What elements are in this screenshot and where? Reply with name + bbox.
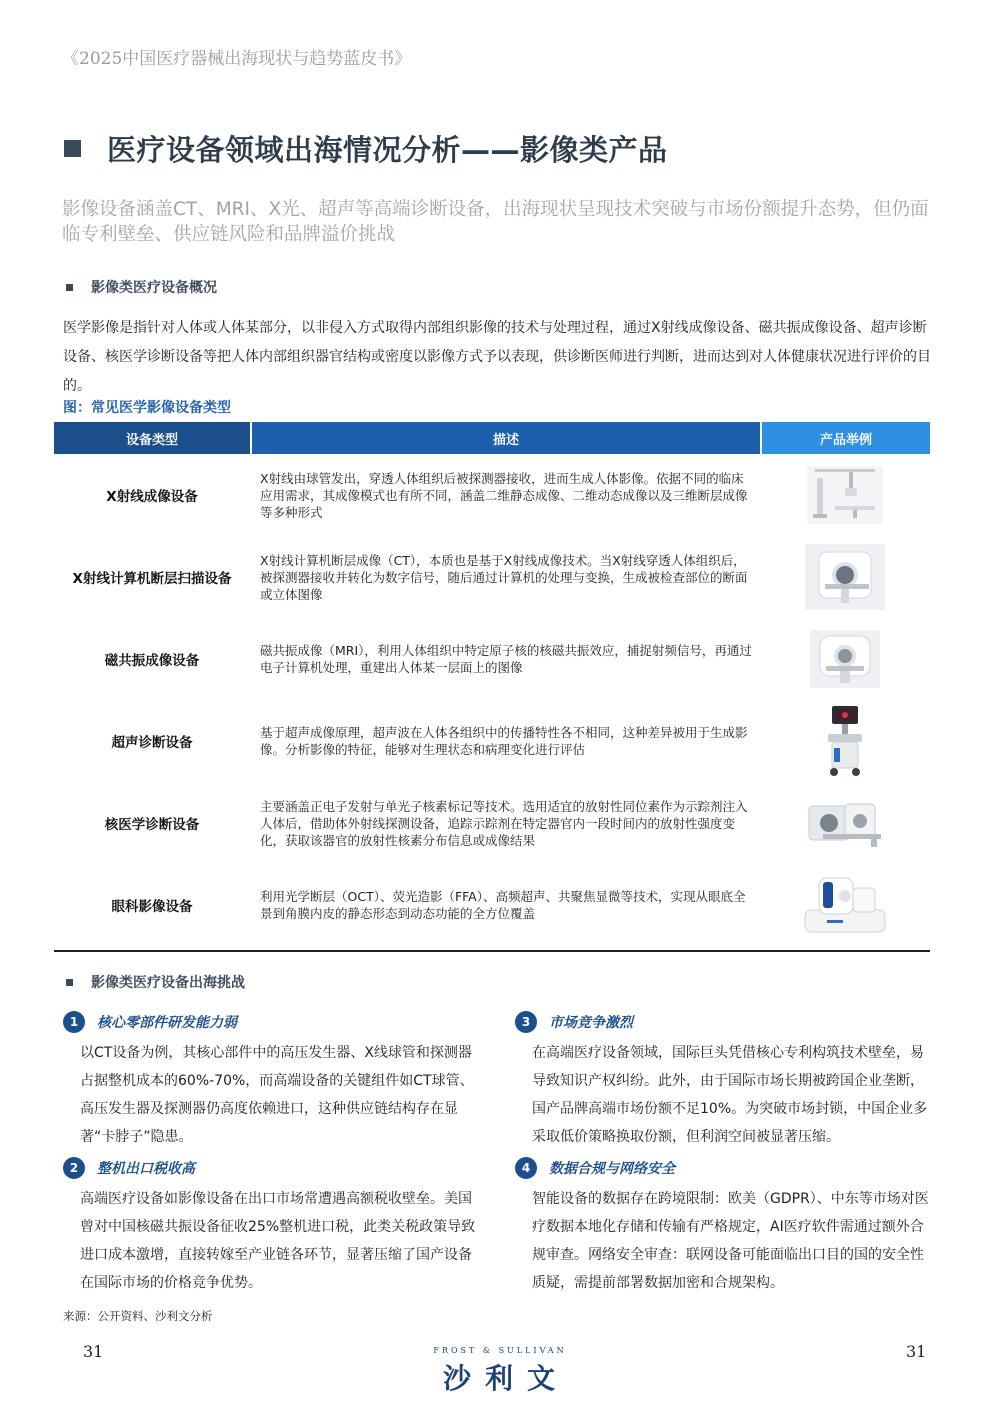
- table-header-cell: 产品举例: [762, 422, 930, 454]
- section-heading-overview: [66, 277, 217, 297]
- device-desc-cell: X射线计算机断层成像（CT），本质也是基于X射线成像技术。当X射线穿透人体组织后，被探测器接收并转化为数字信号，随后通过计算机的处理与变换，生成被检查部位的断面或立体图像: [260, 552, 748, 602]
- device-type-cell: X射线成像设备: [106, 489, 198, 505]
- page-subtitle: 影像设备涵盖CT、MRI、X光、超声等高端诊断设备，出海现状呈现技术突破与市场份额提升态势，但仍面临专利壁垒、供应链风险和品牌溢价挑战: [62, 199, 929, 245]
- table-row: [54, 618, 930, 700]
- device-type-cell: 眼科影像设备: [111, 899, 193, 915]
- number-badge: 1: [63, 1011, 85, 1033]
- table-row: [54, 700, 930, 782]
- challenge-body: 在高端医疗设备领域，国际巨头凭借核心专利构筑技术壁垒，易导致知识产权纠纷。此外，由于国际市场长期被跨国企业垄断，国产品牌高端市场份额不足10%。为突破市场封锁，中国企业多采取低价策略换取份额，但利润空间被显著压缩。: [532, 1045, 928, 1145]
- table-header-cell: 设备类型: [54, 422, 250, 454]
- intro-paragraph: 医学影像是指针对人体或人体某部分，以非侵入方式取得内部组织影像的技术与处理过程，通过X射线成像设备、磁共振成像设备、超声诊断设备、核医学诊断设备等把人体内部组织器官结构或密度以影像方式予以表现，供诊断医师进行判断，进而达到对人体健康状况进行评价的目的。: [63, 320, 931, 394]
- table-header-cell: 描述: [252, 422, 760, 454]
- square-bullet-icon: [66, 284, 73, 291]
- source-note: 来源：公开资料、沙利文分析: [63, 1309, 213, 1323]
- challenge-body: 高端医疗设备如影像设备在出口市场常遭遇高额税收壁垒。美国曾对中国核磁共振设备征收25%整机进口税，此类关税政策导致进口成本激增，直接转嫁至产业链各环节，显著压缩了国产设备在国际市场的价格竞争优势。: [80, 1191, 476, 1291]
- table-row: [54, 782, 930, 864]
- number-badge: 3: [515, 1011, 537, 1033]
- page-title-text: 医疗设备领域出海情况分析——影像类产品: [107, 133, 668, 167]
- table-bottom-rule: [54, 950, 930, 952]
- device-desc-cell: X射线由球管发出，穿透人体组织后被探测器接收，进而生成人体影像。依据不同的临床应用需求，其成像模式也有所不同，涵盖二维静态成像、二维动态成像以及三维断层成像等多种形式: [260, 470, 748, 520]
- challenge-title: 核心零部件研发能力弱: [97, 1015, 237, 1031]
- challenge-title: 整机出口税收高: [97, 1161, 195, 1177]
- ultrasound-machine-icon: [820, 704, 870, 778]
- device-desc-cell: 利用光学断层（OCT）、荧光造影（FFA）、高频超声、共聚焦显微等技术，实现从眼底全景到角膜内皮的静态形态到动态功能的全方位覆盖: [260, 889, 746, 921]
- device-type-cell: 超声诊断设备: [111, 735, 193, 751]
- section-heading-text: 影像类医疗设备出海挑战: [91, 975, 245, 991]
- challenge-body: 以CT设备为例，其核心部件中的高压发生器、X线球管和探测器占据整机成本的60%-70%，而高端设备的关键组件如CT球管、高压发生器及探测器仍高度依赖进口，这种供应链结构存在显著“卡脖子”隐患。: [80, 1045, 474, 1145]
- device-type-cell: X射线计算机断层扫描设备: [72, 571, 232, 587]
- page-number-left: 31: [83, 1342, 104, 1361]
- device-desc-cell: 基于超声成像原理，超声波在人体各组织中的传播特性各不相同，这种差异被用于生成影像。分析影像的特征，能够对生理状态和病理变化进行评估: [260, 725, 748, 757]
- ct-scanner-icon: [805, 544, 885, 610]
- device-desc-cell: 磁共振成像（MRI），利用人体组织中特定原子核的核磁共振效应，捕捉射频信号，再通过电子计算机处理，重建出人体某一层面上的图像: [260, 643, 752, 675]
- device-type-table: [54, 422, 930, 952]
- section-heading-text: 影像类医疗设备概况: [91, 280, 217, 296]
- challenge-block-3: [515, 1011, 932, 1151]
- pet-scanner-icon: [805, 796, 885, 850]
- brand-logo: [420, 1346, 580, 1397]
- page-number-right: 31: [906, 1342, 927, 1361]
- table-row: [54, 536, 930, 618]
- challenge-block-4: [515, 1157, 932, 1297]
- challenge-block-1: [63, 1011, 480, 1151]
- mri-scanner-icon: [810, 630, 880, 688]
- challenge-title: 市场竞争激烈: [549, 1015, 633, 1031]
- product-example-cell: [760, 544, 930, 610]
- device-desc-cell: 主要涵盖正电子发射与单光子核素标记等技术。选用适宜的放射性同位素作为示踪剂注入人体后，借助体外射线探测设备，追踪示踪剂在特定器官内一段时间内的放射性强度变化，获取该器官的放射性核素分布信息或成像结果: [260, 798, 748, 848]
- number-badge: 2: [63, 1157, 85, 1179]
- page-title: [64, 128, 668, 169]
- challenge-title: 数据合规与网络安全: [549, 1161, 675, 1177]
- number-badge: 4: [515, 1157, 537, 1179]
- oct-device-icon: [797, 872, 893, 938]
- brand-name-cn: 沙利文: [442, 1362, 569, 1395]
- xray-machine-icon: [805, 464, 885, 526]
- table-header-row: [54, 422, 930, 454]
- device-type-cell: 核医学诊断设备: [104, 817, 200, 833]
- product-example-cell: [760, 872, 930, 938]
- product-example-cell: [760, 464, 930, 526]
- challenge-block-2: [63, 1157, 480, 1297]
- device-type-cell: 磁共振成像设备: [104, 653, 200, 669]
- running-head: 《2025中国医疗器械出海现状与趋势蓝皮书》: [62, 49, 412, 69]
- product-example-cell: [760, 796, 930, 850]
- brand-name-en: FROST & SULLIVAN: [433, 1346, 567, 1355]
- product-example-cell: [760, 630, 930, 688]
- table-row: [54, 454, 930, 536]
- section-heading-challenges: [66, 972, 245, 992]
- table-row: [54, 864, 930, 946]
- product-example-cell: [760, 704, 930, 778]
- title-bullet-icon: [64, 140, 81, 157]
- challenge-body: 智能设备的数据存在跨境限制：欧美（GDPR）、中东等市场对医疗数据本地化存储和传输有严格规定，AI医疗软件需通过额外合规审查。网络安全审查：联网设备可能面临出口目的国的安全性质疑，需提前部署数据加密和合规架构。: [532, 1191, 929, 1291]
- square-bullet-icon: [66, 979, 73, 986]
- figure-caption: 图：常见医学影像设备类型: [63, 400, 231, 416]
